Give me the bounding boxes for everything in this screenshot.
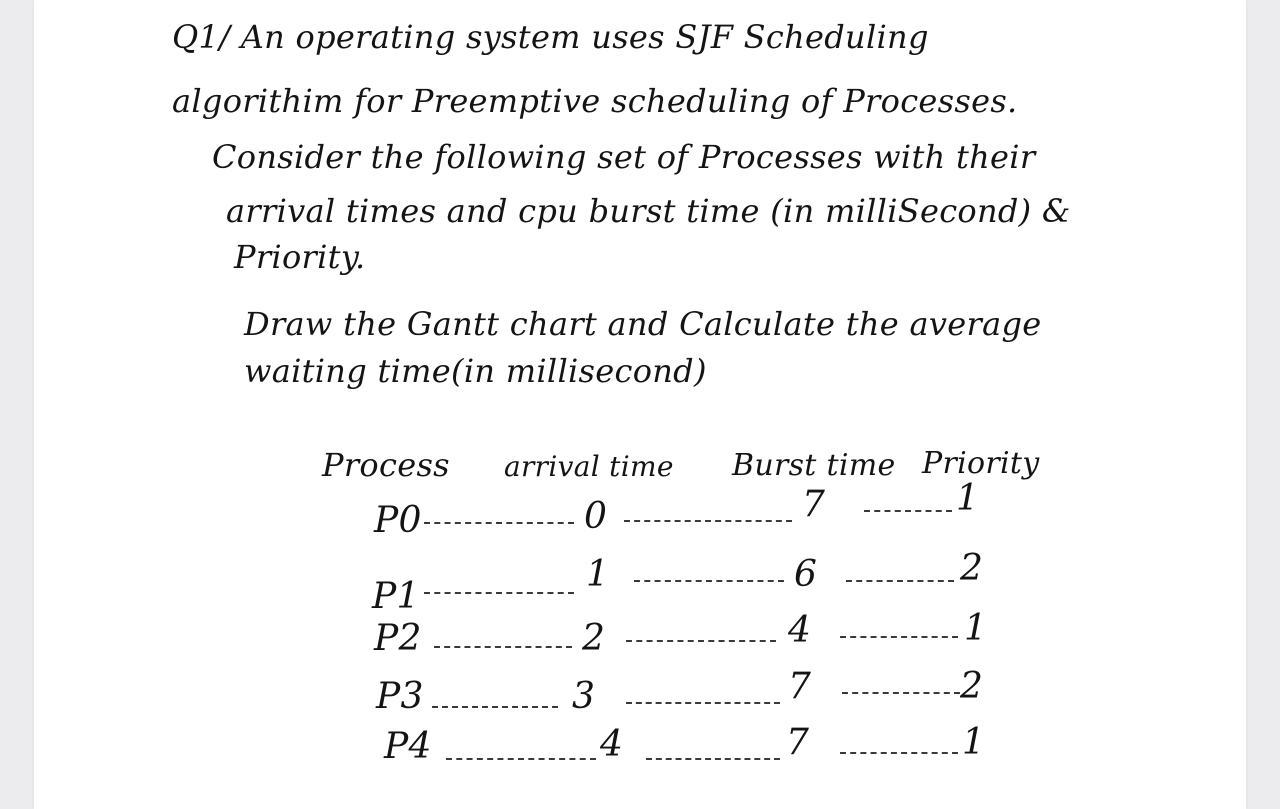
cell-process: P1 [372, 576, 420, 617]
cell-burst: 7 [786, 722, 810, 763]
cell-arrival: 3 [572, 676, 596, 717]
cell-process: P4 [384, 726, 432, 767]
cell-priority: 1 [956, 478, 980, 519]
cell-arrival: 1 [586, 554, 610, 595]
question-line-7: waiting time(in millisecond) [244, 352, 707, 390]
header-arrival-time: arrival time [504, 450, 674, 483]
cell-process: P2 [374, 618, 422, 659]
cell-arrival: 4 [600, 724, 624, 765]
header-priority: Priority [922, 446, 1040, 481]
cell-priority: 2 [960, 666, 984, 707]
cell-priority: 2 [960, 548, 984, 589]
question-line-3: Consider the following set of Processes with their [212, 138, 1036, 176]
question-line-4: arrival times and cpu burst time (in milliSecond) & [226, 192, 1071, 230]
question-line-1: Q1/ An operating system uses SJF Scheduling [172, 18, 929, 56]
cell-priority: 1 [962, 722, 986, 763]
cell-arrival: 0 [584, 496, 608, 537]
header-burst-time: Burst time [732, 448, 896, 483]
cell-burst: 7 [788, 666, 812, 707]
header-process: Process [322, 446, 450, 484]
cell-arrival: 2 [582, 618, 606, 659]
cell-process: P0 [374, 500, 422, 541]
question-line-2: algorithim for Preemptive scheduling of Processes. [172, 82, 1018, 120]
cell-burst: 7 [802, 484, 826, 525]
question-line-5: Priority. [234, 238, 366, 276]
document-page [34, 0, 1246, 809]
cell-burst: 6 [794, 554, 818, 595]
question-line-6: Draw the Gantt chart and Calculate the average [244, 305, 1042, 343]
cell-process: P3 [376, 676, 424, 717]
cell-burst: 4 [788, 610, 812, 651]
cell-priority: 1 [964, 608, 988, 649]
